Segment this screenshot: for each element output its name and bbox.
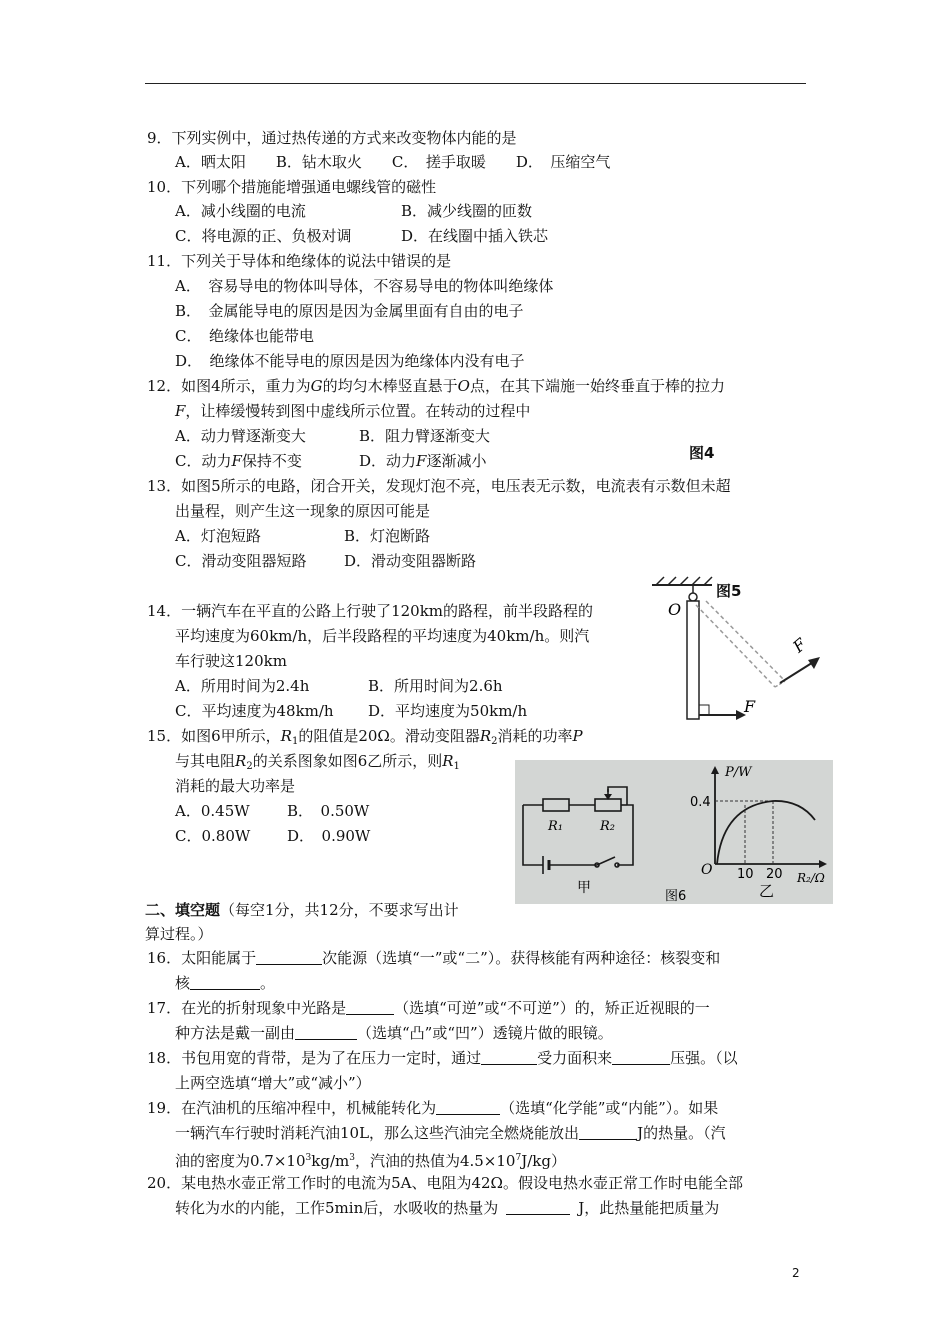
jia-label: 甲 [577, 880, 591, 896]
q10-option-b: B．减少线圈的匝数 [401, 202, 533, 220]
q12-text: 保持不变 [241, 452, 302, 470]
tick-10: 10 [737, 867, 754, 882]
q15-option-d: D． 0.90W [287, 827, 371, 845]
q15-option-c: C．0.80W [175, 827, 251, 845]
q13-option-d: D．滑动变阻器断路 [344, 552, 477, 570]
section-title: 二、填空题 [145, 901, 221, 919]
section-2-heading [145, 900, 459, 920]
force-label: F [744, 697, 756, 716]
q10-option-d: D．在线圈中插入铁芯 [401, 227, 549, 245]
x-axis-label: R₂/Ω [797, 871, 825, 885]
q15-text: 15．如图6甲所示， [147, 727, 281, 745]
superscript: 3 [305, 1153, 312, 1163]
var-r: R [235, 752, 247, 770]
q12-option-b: B．阻力臂逐渐变大 [359, 427, 491, 445]
answer-blank[interactable] [506, 1200, 570, 1215]
q19-text: kg/m [311, 1152, 350, 1170]
page-number: 2 [792, 1266, 800, 1280]
q15-option-a: A．0.45W [175, 802, 250, 820]
q20-line1: 20．某电热水壶正常工作时的电流为5A、电阻为42Ω。假设电热水壶正常工作时电能全部 [147, 1174, 743, 1192]
q18-line2: 上两空选填“增大”或“减小”） [175, 1074, 371, 1092]
subscript: 1 [291, 736, 299, 747]
q11-option-b: B． 金属能导电的原因是因为金属里面有自由的电子 [175, 302, 524, 320]
subscript: 1 [453, 761, 460, 772]
pivot-label: O [668, 600, 682, 619]
q14-line1: 14．一辆汽车在平直的公路上行驶了120km的路程，前半段路程的 [147, 602, 594, 620]
answer-blank[interactable] [436, 1100, 500, 1115]
superscript: 7 [515, 1153, 522, 1163]
q12-text: D．动力 [359, 452, 417, 470]
q13-option-a: A．灯泡短路 [175, 527, 261, 545]
q19-text: J的热量。（汽 [637, 1124, 726, 1142]
q12-text: ，让棒缓慢转到图中虚线所示位置。在转动的过程中 [185, 402, 531, 420]
q12-text: 的均匀木棒竖直悬于 [322, 377, 458, 395]
q13-option-b: B．灯泡断路 [344, 527, 431, 545]
q19-text: ，汽油的热值为4.5×10 [354, 1152, 516, 1170]
q17-text: （选填“凸”或“凹”）透镜片做的眼镜。 [357, 1024, 613, 1042]
q12-text: C．动力 [175, 452, 232, 470]
power-curve [717, 801, 815, 864]
q15-text: 与其电阻 [175, 752, 236, 770]
q13-line1: 13．如图5所示的电路，闭合开关，发现灯泡不亮，电压表无示数，电流表有示数但未超 [147, 477, 731, 495]
figure-6-label: 图6 [665, 889, 687, 904]
answer-blank[interactable] [481, 1050, 537, 1065]
answer-blank[interactable] [346, 1000, 394, 1015]
q12-line1 [147, 376, 725, 396]
q17-text: （选填“可逆”或“不可逆”）的，矫正近视眼的一 [394, 999, 710, 1017]
q12-text: 逐渐减小 [426, 452, 487, 470]
q19-line2 [175, 1123, 726, 1143]
figure-5-label: 图5 [716, 582, 742, 600]
superscript: 3 [349, 1153, 355, 1163]
q16-line1 [147, 948, 720, 968]
q20-line2 [175, 1198, 719, 1218]
q19-text: （选填“化学能”或“内能”）。如果 [500, 1099, 719, 1117]
circuit-wire-left [523, 805, 543, 865]
q12-text: 点，在其下端施一始终垂直于棒的拉力 [469, 377, 725, 395]
answer-blank[interactable] [256, 950, 322, 965]
switch [597, 857, 615, 865]
force-label-rotated: F [789, 634, 810, 657]
force-arrow-rotated [780, 661, 815, 683]
q15-text: 的关系图象如图6乙所示，则 [252, 752, 443, 770]
q12-option-a: A．动力臂逐渐变大 [175, 427, 306, 445]
subscript: 2 [491, 736, 498, 747]
rotated-rod [696, 605, 775, 687]
q15-text: 消耗的功率 [497, 727, 573, 745]
q9-stem: 9．下列实例中，通过热传递的方式来改变物体内能的是 [147, 129, 517, 147]
q12-line2 [175, 401, 530, 421]
q16-line2 [175, 973, 275, 993]
r2-label: R₂ [600, 819, 615, 834]
q16-text: 16．太阳能属于 [147, 949, 257, 967]
q16-text: 核 [175, 974, 191, 992]
q13-option-c: C．滑动变阻器短路 [175, 552, 307, 570]
q18-text: 18．书包用宽的背带，是为了在压力一定时，通过 [147, 1049, 482, 1067]
var-r: R [442, 752, 454, 770]
q16-text: 。 [260, 974, 276, 992]
answer-blank[interactable] [190, 975, 260, 990]
q9-options: A．晒太阳 B．钻木取火 C． 搓手取暖 D． 压缩空气 [175, 153, 611, 171]
answer-blank[interactable] [579, 1125, 637, 1140]
rod [687, 601, 699, 719]
q10-option-c: C．将电源的正、负极对调 [175, 227, 352, 245]
q14-option-d: D．平均速度为50km/h [368, 702, 528, 720]
origin-label: O [701, 862, 713, 878]
q17-line2 [175, 1023, 613, 1043]
q17-text: 17．在光的折射现象中光路是 [147, 999, 347, 1017]
r1-label: R₁ [548, 819, 563, 834]
q14-option-a: A．所用时间为2.4h [175, 677, 310, 695]
q18-line1 [147, 1048, 738, 1068]
figure-6-drawing [515, 760, 833, 904]
q15-text: 的阻值是20Ω。滑动变阻器 [298, 727, 480, 745]
var-o: O [457, 377, 470, 395]
q12-option-c [175, 451, 302, 471]
y-axis-label: P/W [725, 765, 752, 780]
figure-6-photo [515, 760, 833, 904]
q20-text: 转化为水的内能，工作5min后，水吸收的热量为 [175, 1199, 499, 1217]
q18-text: 压强。（以 [670, 1049, 738, 1067]
q15-line1 [147, 726, 583, 752]
q20-text: J，此热量能把质量为 [578, 1199, 720, 1217]
q19-text: 一辆汽车行驶时消耗汽油10L，那么这些汽油完全燃烧能放出 [175, 1124, 580, 1142]
yi-label: 乙 [759, 882, 775, 900]
var-r: R [479, 727, 492, 745]
q19-text: 19．在汽油机的压缩冲程中，机械能转化为 [147, 1099, 437, 1117]
tick-20: 20 [766, 867, 783, 882]
q12-option-d [359, 451, 486, 471]
pivot [689, 593, 697, 601]
q11-option-a: A． 容易导电的物体叫导体，不容易导电的物体叫绝缘体 [175, 277, 554, 295]
q19-line3 [175, 1148, 566, 1171]
q17-text: 种方法是戴一副由 [175, 1024, 296, 1042]
var-g: G [310, 377, 323, 395]
q14-option-b: B．所用时间为2.6h [368, 677, 503, 695]
q15-line2 [175, 751, 460, 777]
section-2-note: 算过程。） [145, 925, 213, 943]
q19-text: 油的密度为0.7×10 [175, 1152, 306, 1170]
answer-blank[interactable] [295, 1025, 357, 1040]
q11-stem: 11．下列关于导体和绝缘体的说法中错误的是 [147, 252, 452, 270]
section-note: （每空1分，共12分，不要求写出计 [220, 901, 459, 919]
var-f: F [231, 452, 242, 470]
q14-line3: 车行驶这120km [175, 652, 287, 670]
slider-wire [608, 787, 627, 805]
resistor-r1 [543, 799, 569, 811]
q14-option-c: C．平均速度为48km/h [175, 702, 334, 720]
q18-text: 受力面积来 [537, 1049, 613, 1067]
tick-0-4: 0.4 [690, 795, 711, 810]
var-f: F [175, 402, 186, 420]
q12-text: 12．如图4所示，重力为 [147, 377, 311, 395]
var-f: F [416, 452, 427, 470]
answer-blank[interactable] [612, 1050, 670, 1065]
q11-option-c: C． 绝缘体也能带电 [175, 327, 314, 345]
q17-line1 [147, 998, 710, 1018]
figure-4-label: 图4 [689, 444, 715, 462]
var-p: P [572, 727, 583, 745]
var-r: R [280, 727, 292, 745]
q19-line1 [147, 1098, 718, 1118]
resistor-r2 [595, 799, 621, 811]
q11-option-d: D． 绝缘体不能导电的原因是因为绝缘体内没有电子 [175, 352, 525, 370]
q10-option-a: A．减小线圈的电流 [175, 202, 306, 220]
q16-text: 次能源（选填“一”或“二”）。获得核能有两种途径：核裂变和 [322, 949, 721, 967]
header-rule [145, 83, 806, 84]
subscript: 2 [246, 761, 253, 772]
q15-line3: 消耗的最大功率是 [175, 777, 296, 795]
q13-line2: 出量程，则产生这一现象的原因可能是 [175, 502, 431, 520]
q14-line2: 平均速度为60km/h，后半段路程的平均速度为40km/h。则汽 [175, 627, 590, 645]
q19-text: J/kg） [521, 1152, 566, 1170]
q10-stem: 10．下列哪个措施能增强通电螺线管的磁性 [147, 178, 437, 196]
q15-option-b: B． 0.50W [287, 802, 370, 820]
ceiling-hatch [656, 577, 712, 585]
circuit-wire-right [617, 805, 633, 865]
